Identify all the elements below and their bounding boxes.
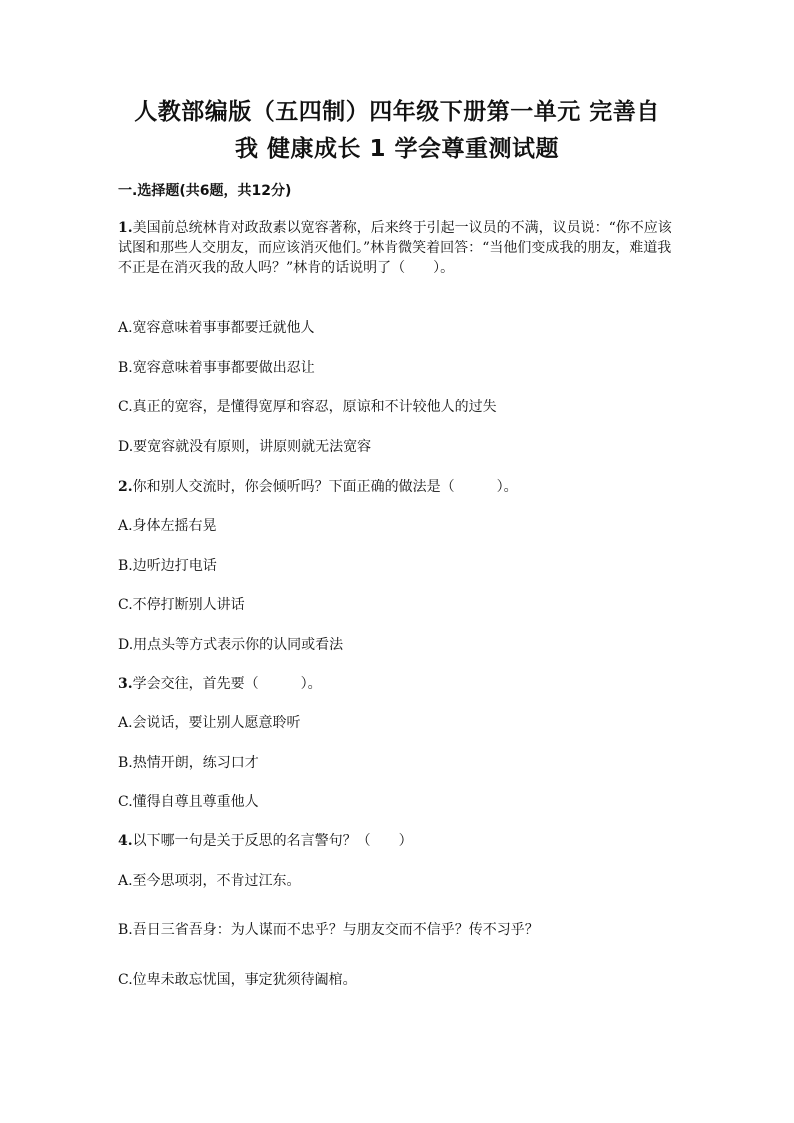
option-b: B.吾日三省吾身：为人谋而不忠乎？与朋友交而不信乎？传不习乎？ [118,922,539,938]
page-title [90,94,704,168]
question-number: 4. [118,833,133,849]
title-line-2: 我 健康成长 1 学会尊重测试题 [234,136,560,162]
question-2 [118,477,678,497]
option-b: B.热情开朗，练习口才 [118,755,259,771]
option-c: C.懂得自尊且尊重他人 [118,794,259,810]
option-d: D.要宽容就没有原则，讲原则就无法宽容 [118,439,372,455]
question-stem: 美国前总统林肯对政敌素以宽容著称，后来终于引起一议员的不满，议员说：“你不应该试图和那些人交朋友，而应该消灭他们。”林肯微笑着回答：“当他们变成我的朋友，难道我不正是在消灭我的敌人吗？”林肯的话说明了（ ）。 [118,220,672,276]
option-c: C.位卑未敢忘忧国，事定犹须待阖棺。 [118,972,357,988]
option-d: D.用点头等方式表示你的认同或看法 [118,637,344,653]
option-a: A.至今思项羽，不肯过江东。 [118,873,301,889]
section-heading: 一.选择题(共6题，共12分) [118,183,292,199]
title-line-1: 人教部编版（五四制）四年级下册第一单元 完善自 [134,99,660,125]
question-1 [118,218,678,278]
option-c: C.不停打断别人讲话 [118,597,245,613]
question-stem: 学会交往，首先要（ ）。 [132,676,322,692]
option-a: A.会说话，要让别人愿意聆听 [118,715,301,731]
option-a: A.身体左摇右晃 [118,518,217,534]
question-number: 2. [118,479,133,495]
question-stem: 以下哪一句是关于反思的名言警句？（ ） [132,833,413,849]
option-b: B.宽容意味着事事都要做出忍让 [118,360,315,376]
question-number: 1. [118,220,133,236]
option-b: B.边听边打电话 [118,558,217,574]
option-c: C.真正的宽容，是懂得宽厚和容忍，原谅和不计较他人的过失 [118,399,497,415]
option-a: A.宽容意味着事事都要迁就他人 [118,320,315,336]
question-number: 3. [118,676,133,692]
question-4 [118,831,678,851]
question-stem: 你和别人交流时，你会倾听吗？下面正确的做法是（ ）。 [132,479,518,495]
question-3 [118,674,678,694]
